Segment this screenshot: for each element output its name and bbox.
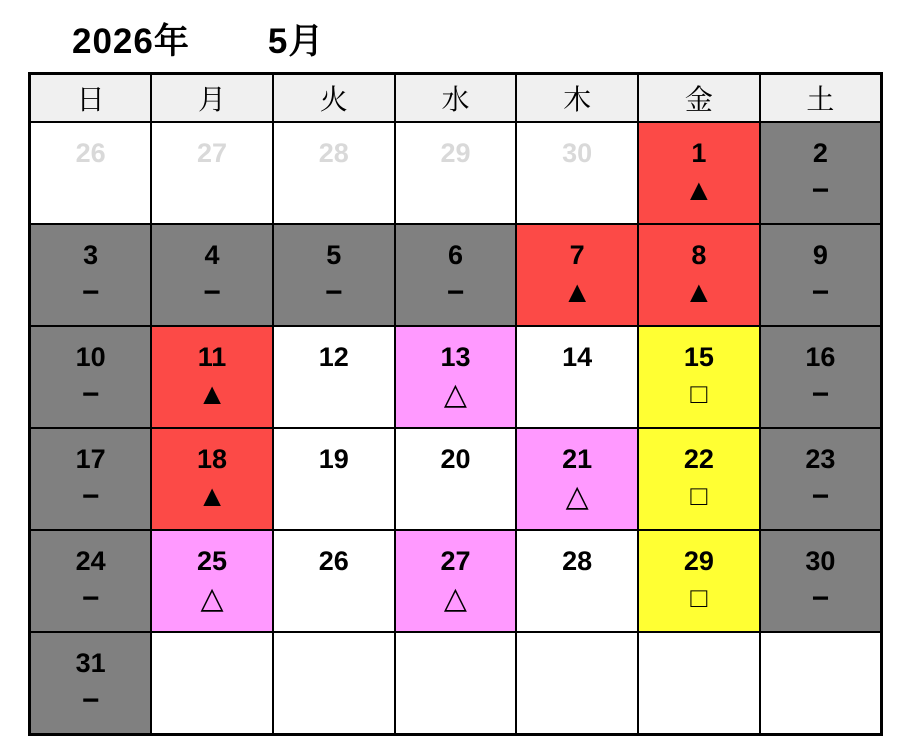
calendar-day-cell[interactable] <box>30 122 152 224</box>
calendar-day-cell[interactable] <box>760 122 882 224</box>
triangle-open-icon: △ <box>443 581 467 615</box>
day-cell-content <box>31 225 150 325</box>
day-cell-content <box>517 633 637 733</box>
square-open-icon: □ <box>690 479 708 511</box>
calendar-day-cell[interactable] <box>516 224 638 326</box>
triangle-filled-icon: ▲ <box>684 173 714 207</box>
calendar-day-cell[interactable] <box>638 530 760 632</box>
day-number: 29 <box>440 138 471 169</box>
dash-icon: − <box>81 683 100 717</box>
day-number: 20 <box>440 444 471 475</box>
day-cell-content <box>639 429 759 529</box>
day-number: 5 <box>326 240 342 271</box>
calendar-day-cell[interactable] <box>273 632 395 735</box>
calendar-table-wrapper <box>0 72 913 736</box>
day-number: 19 <box>318 444 349 475</box>
day-cell-content <box>31 123 150 223</box>
calendar-week-row <box>30 224 882 326</box>
day-cell-content <box>274 123 394 223</box>
day-number: 9 <box>812 240 828 271</box>
day-cell-content <box>31 633 150 733</box>
calendar-day-cell[interactable] <box>395 530 517 632</box>
day-number: 11 <box>197 342 227 373</box>
weekday-header-mon: 月 <box>151 74 273 123</box>
day-cell-content <box>639 123 759 223</box>
triangle-open-icon: △ <box>565 479 589 513</box>
dash-icon: − <box>811 581 830 615</box>
day-cell-content <box>517 123 637 223</box>
day-number: 22 <box>683 444 714 475</box>
day-number: 29 <box>683 546 714 577</box>
calendar-day-cell[interactable] <box>638 632 760 735</box>
weekday-header-fri: 金 <box>638 74 760 123</box>
day-number: 21 <box>562 444 593 475</box>
calendar-day-cell[interactable] <box>395 326 517 428</box>
day-number: 17 <box>75 444 106 475</box>
calendar-day-cell[interactable] <box>516 326 638 428</box>
day-number: 13 <box>440 342 471 373</box>
day-cell-content <box>396 531 516 631</box>
day-cell-content <box>639 531 759 631</box>
dash-icon: − <box>81 581 100 615</box>
day-cell-content <box>152 633 272 733</box>
day-cell-content <box>274 225 394 325</box>
day-cell-content <box>274 531 394 631</box>
day-cell-content <box>639 225 759 325</box>
day-number: 18 <box>197 444 228 475</box>
day-number: 26 <box>318 546 349 577</box>
calendar-week-row <box>30 428 882 530</box>
calendar-day-cell[interactable] <box>760 632 882 735</box>
day-cell-content <box>517 429 637 529</box>
calendar-week-row <box>30 530 882 632</box>
day-cell-content <box>517 531 637 631</box>
day-cell-content <box>274 429 394 529</box>
square-open-icon: □ <box>690 581 708 613</box>
day-cell-content <box>152 429 272 529</box>
day-number: 2 <box>812 138 828 169</box>
calendar-day-cell[interactable] <box>30 632 152 735</box>
dash-icon: − <box>203 275 221 309</box>
calendar-day-cell[interactable] <box>395 428 517 530</box>
dash-icon: − <box>446 275 465 309</box>
day-number: 30 <box>805 546 836 577</box>
calendar-day-cell[interactable] <box>516 122 638 224</box>
calendar-week-row <box>30 632 882 735</box>
calendar-day-cell[interactable] <box>151 530 273 632</box>
day-cell-content <box>274 633 394 733</box>
triangle-filled-icon: ▲ <box>197 377 227 411</box>
calendar-day-cell[interactable] <box>30 326 152 428</box>
weekday-header-wed: 水 <box>395 74 517 123</box>
dash-icon: − <box>81 275 100 309</box>
day-number: 8 <box>691 240 707 271</box>
calendar-day-cell[interactable] <box>151 224 273 326</box>
calendar-day-cell[interactable] <box>30 530 152 632</box>
day-cell-content <box>396 327 516 427</box>
day-cell-content <box>761 225 880 325</box>
calendar-day-cell[interactable] <box>30 224 152 326</box>
day-cell-content <box>396 123 516 223</box>
calendar-day-cell[interactable] <box>638 428 760 530</box>
dash-icon: − <box>324 275 343 309</box>
day-cell-content <box>761 327 880 427</box>
day-cell-content <box>517 327 637 427</box>
square-open-icon: □ <box>690 377 708 409</box>
day-cell-content <box>152 327 272 427</box>
day-number: 6 <box>447 240 463 271</box>
day-cell-content <box>761 633 880 733</box>
day-number: 26 <box>75 138 106 169</box>
calendar-day-cell[interactable] <box>30 428 152 530</box>
day-cell-content <box>639 633 759 733</box>
day-number: 12 <box>318 342 349 373</box>
weekday-header-sat: 土 <box>760 74 882 123</box>
day-cell-content <box>517 225 637 325</box>
title-year: 2026年 <box>72 22 190 61</box>
calendar-day-cell[interactable] <box>516 632 638 735</box>
calendar-day-cell[interactable] <box>273 428 395 530</box>
day-cell-content <box>761 429 880 529</box>
calendar-day-cell[interactable] <box>273 326 395 428</box>
calendar-title <box>0 0 913 72</box>
triangle-filled-icon: ▲ <box>562 275 593 309</box>
calendar-week-row <box>30 122 882 224</box>
weekday-header-tue: 火 <box>273 74 395 123</box>
calendar-body <box>30 122 882 735</box>
calendar-day-cell[interactable] <box>395 224 517 326</box>
calendar-day-cell[interactable] <box>151 632 273 735</box>
calendar-day-cell[interactable] <box>516 530 638 632</box>
calendar-day-cell[interactable] <box>638 326 760 428</box>
day-number: 28 <box>318 138 349 169</box>
day-number: 16 <box>805 342 836 373</box>
calendar-day-cell[interactable] <box>638 122 760 224</box>
calendar-day-cell[interactable] <box>760 428 882 530</box>
day-cell-content <box>396 633 516 733</box>
day-number: 1 <box>691 138 707 169</box>
day-number: 28 <box>562 546 593 577</box>
calendar-day-cell[interactable] <box>273 530 395 632</box>
calendar-day-cell[interactable] <box>151 428 273 530</box>
triangle-open-icon: △ <box>443 377 467 411</box>
dash-icon: − <box>811 173 830 207</box>
day-number: 7 <box>569 240 585 271</box>
day-cell-content <box>31 327 150 427</box>
day-cell-content <box>274 327 394 427</box>
dash-icon: − <box>81 479 100 513</box>
day-number: 3 <box>83 240 99 271</box>
day-cell-content <box>31 531 150 631</box>
weekday-header-thu: 木 <box>516 74 638 123</box>
day-number: 27 <box>197 138 228 169</box>
title-month: 5月 <box>267 22 325 61</box>
day-number: 15 <box>683 342 714 373</box>
day-cell-content <box>396 429 516 529</box>
calendar-day-cell[interactable] <box>273 122 395 224</box>
day-number: 30 <box>562 138 593 169</box>
weekday-header-sun: 日 <box>30 74 152 123</box>
triangle-filled-icon: ▲ <box>684 275 714 309</box>
day-cell-content <box>761 123 880 223</box>
day-number: 31 <box>75 648 106 679</box>
triangle-open-icon: △ <box>200 581 224 615</box>
calendar-table <box>28 72 883 736</box>
dash-icon: − <box>81 377 100 411</box>
calendar-day-cell[interactable] <box>638 224 760 326</box>
calendar-day-cell[interactable] <box>516 428 638 530</box>
day-number: 14 <box>562 342 593 373</box>
calendar-day-cell[interactable] <box>151 122 273 224</box>
calendar-day-cell[interactable] <box>395 122 517 224</box>
day-cell-content <box>152 123 272 223</box>
calendar-week-row <box>30 326 882 428</box>
day-number: 10 <box>75 342 106 373</box>
calendar-day-cell[interactable] <box>760 224 882 326</box>
calendar-day-cell[interactable] <box>760 326 882 428</box>
day-cell-content <box>761 531 880 631</box>
dash-icon: − <box>811 275 830 309</box>
calendar-day-cell[interactable] <box>395 632 517 735</box>
day-cell-content <box>31 429 150 529</box>
day-number: 23 <box>805 444 836 475</box>
calendar-header-row <box>30 74 882 123</box>
day-number: 27 <box>440 546 471 577</box>
day-cell-content <box>152 531 272 631</box>
triangle-filled-icon: ▲ <box>197 479 227 513</box>
day-number: 24 <box>75 546 106 577</box>
day-cell-content <box>639 327 759 427</box>
calendar-day-cell[interactable] <box>760 530 882 632</box>
day-cell-content <box>396 225 516 325</box>
calendar-day-cell[interactable] <box>151 326 273 428</box>
day-cell-content <box>152 225 272 325</box>
dash-icon: − <box>811 377 830 411</box>
calendar-day-cell[interactable] <box>273 224 395 326</box>
day-number: 25 <box>197 546 228 577</box>
dash-icon: − <box>811 479 830 513</box>
day-number: 4 <box>204 240 220 271</box>
